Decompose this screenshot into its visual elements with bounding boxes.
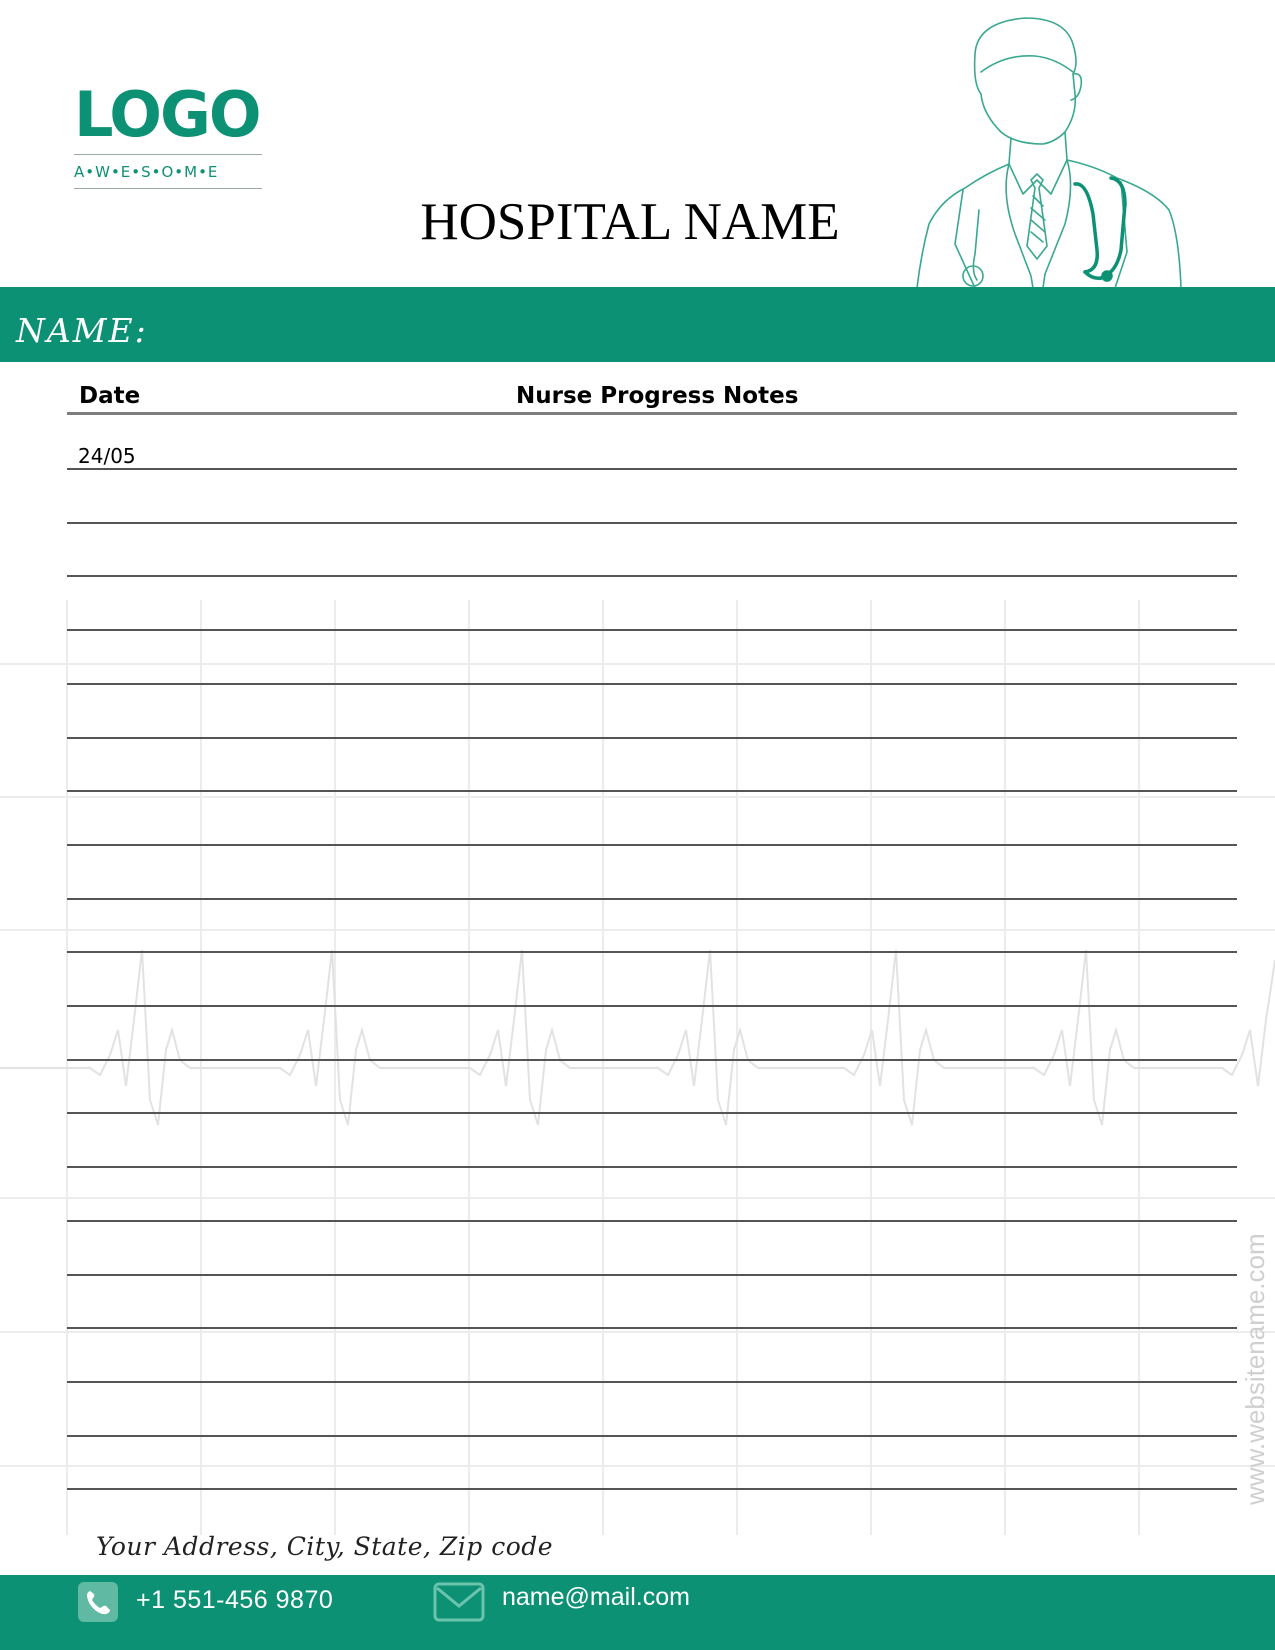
ruled-line — [67, 468, 1237, 470]
ruled-line — [67, 522, 1237, 524]
phone-icon — [78, 1582, 118, 1622]
address-line: Your Address, City, State, Zip code — [96, 1532, 554, 1561]
ruled-line — [67, 629, 1237, 631]
ecg-grid-background — [0, 600, 1275, 1535]
ruled-line — [67, 575, 1237, 577]
logo-divider — [74, 188, 262, 189]
date-column-header: Date — [79, 383, 141, 409]
hospital-name: HOSPITAL NAME — [420, 193, 840, 251]
logo-tagline: A•W•E•S•O•M•E — [74, 163, 219, 181]
ruled-line — [67, 844, 1237, 846]
doctor-illustration — [915, 14, 1215, 288]
ruled-line — [67, 898, 1237, 900]
logo-wordmark: LOGO — [74, 78, 260, 151]
ruled-line — [67, 790, 1237, 792]
phone-number: +1 551-456 9870 — [136, 1586, 334, 1614]
patient-name-label: NAME: — [16, 311, 148, 350]
ruled-line — [67, 951, 1237, 953]
ruled-line — [67, 1327, 1237, 1329]
ruled-line — [67, 1220, 1237, 1222]
ruled-line — [67, 737, 1237, 739]
patient-name-band — [0, 287, 1275, 362]
ruled-line — [67, 1435, 1237, 1437]
mail-icon — [433, 1582, 485, 1622]
ruled-line — [67, 1274, 1237, 1276]
logo-divider — [74, 154, 262, 155]
website-watermark: www.websitename.com — [1240, 1233, 1270, 1505]
ruled-line — [67, 1488, 1237, 1490]
header-divider — [67, 412, 1237, 415]
notes-column-header: Nurse Progress Notes — [516, 383, 799, 409]
email-address: name@mail.com — [502, 1583, 690, 1611]
ruled-line — [67, 1381, 1237, 1383]
company-logo — [74, 78, 264, 189]
ruled-line — [67, 1112, 1237, 1114]
ruled-line — [67, 683, 1237, 685]
entry-date: 24/05 — [78, 444, 136, 468]
ruled-line — [67, 1059, 1237, 1061]
ruled-line — [67, 1166, 1237, 1168]
ruled-line — [67, 1005, 1237, 1007]
